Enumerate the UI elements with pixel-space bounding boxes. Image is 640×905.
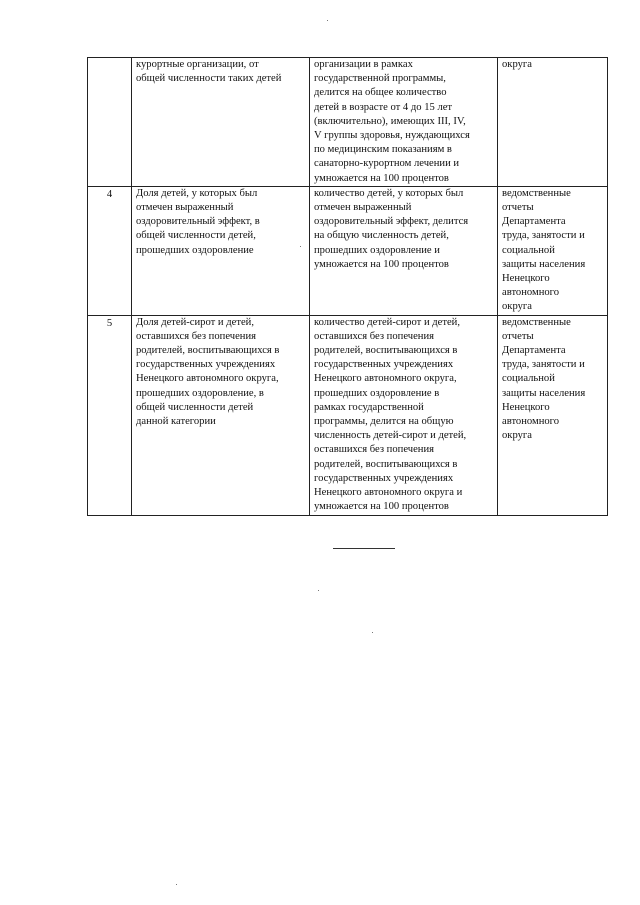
indicators-table [87,57,608,516]
calculation-method-cell: организации в рамках государственной программы, делится на общее количество детей в возрасте от 4 до 15 лет (включительно), имеющих III, IV, V группы здоровья, нуждающихся по медицинским показаниям в санаторно-курортном лечении и умножается на 100 процентов [310,58,498,187]
scan-speck [372,632,373,633]
end-divider-line [333,548,395,549]
indicator-cell: Доля детей-сирот и детей, оставшихся без попечения родителей, воспитывающихся в государственных учреждениях Ненецкого автономного округа, прошедших оздоровление, в общей численности детей данной категории [132,315,310,515]
scan-speck [318,590,319,591]
table-row [88,186,608,315]
table-row [88,315,608,515]
calculation-method-cell: количество детей-сирот и детей, оставшихся без попечения родителей, воспитывающихся в государственных учреждениях Ненецкого автономного округа, прошедших оздоровление в рамках государственной программы, делится на общую численность детей-сирот и детей, оставшихся без попечения родителей, воспитывающихся в государственных учреждениях Ненецкого автономного округа и умножается на 100 процентов [310,315,498,515]
row-number-cell: 5 [88,315,132,515]
row-number-cell [88,58,132,187]
row-number-cell: 4 [88,186,132,315]
scan-speck [327,20,328,21]
scan-speck [176,884,177,885]
data-source-cell: ведомственные отчеты Департамента труда, занятости и социальной защиты населения Ненецкого автономного округа [498,186,608,315]
calculation-method-cell: количество детей, у которых был отмечен выраженный оздоровительный эффект, делится на общую численность детей, прошедших оздоровление и умножается на 100 процентов [310,186,498,315]
indicator-cell: Доля детей, у которых был отмечен выраженный оздоровительный эффект, в общей численности детей, прошедших оздоровление [132,186,310,315]
table-row [88,58,608,187]
data-source-cell: округа [498,58,608,187]
scan-speck [300,246,301,247]
indicator-cell: курортные организации, от общей численности таких детей [132,58,310,187]
data-source-cell: ведомственные отчеты Департамента труда, занятости и социальной защиты населения Ненецкого автономного округа [498,315,608,515]
